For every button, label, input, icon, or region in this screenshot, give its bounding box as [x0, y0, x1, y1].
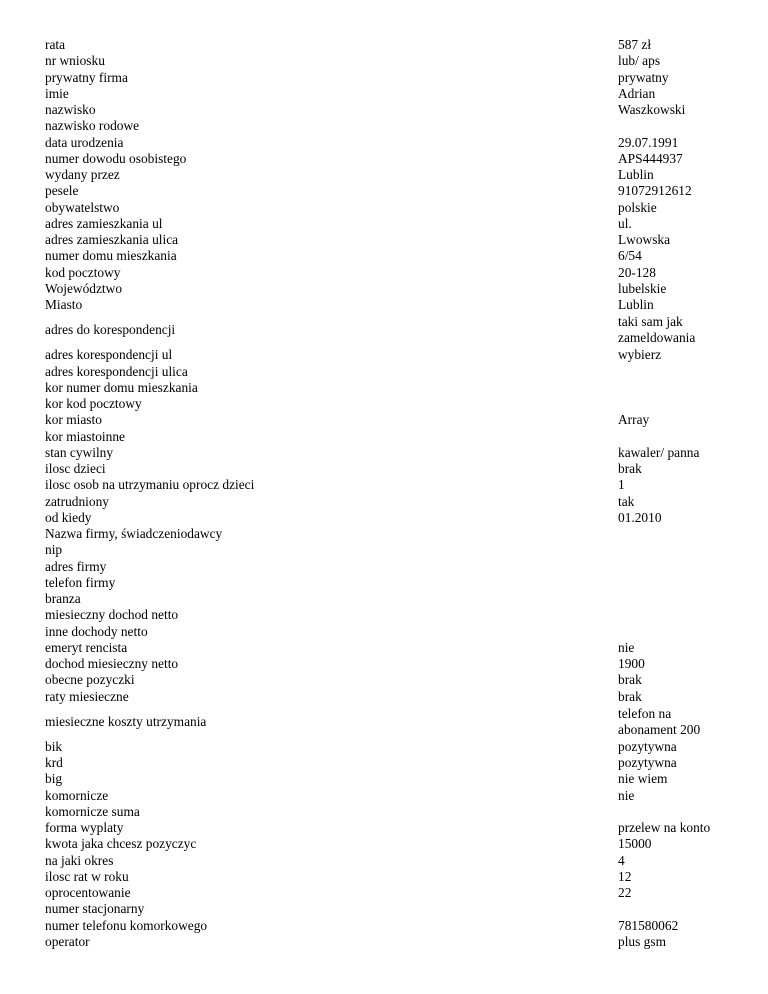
form-row: [45, 885, 725, 901]
form-row: [45, 53, 725, 69]
form-row: [45, 836, 725, 852]
field-value: brak: [618, 461, 642, 476]
form-row: [45, 151, 725, 167]
field-value: lub/ aps: [618, 53, 661, 69]
field-label: data urodzenia: [45, 134, 124, 150]
field-label: nazwisko: [45, 102, 96, 117]
field-value: nie wiem: [618, 771, 668, 787]
field-label: adres korespondencji ul: [45, 347, 173, 363]
field-label: zatrudniony: [45, 493, 109, 509]
field-value: Array: [618, 412, 650, 428]
form-row: [45, 461, 725, 477]
form-row: [45, 232, 725, 248]
form-row: [45, 297, 725, 313]
field-value: polskie: [618, 199, 657, 215]
form-row: [45, 853, 725, 869]
form-row: [45, 739, 725, 755]
field-label: od kiedy: [45, 509, 92, 525]
field-label: kor numer domu mieszkania: [45, 379, 198, 395]
form-row: [45, 542, 725, 558]
field-value: 12: [618, 868, 632, 884]
field-value: 781580062: [618, 917, 679, 933]
application-form-table: [45, 37, 725, 950]
form-row: [45, 901, 725, 917]
field-label: adres zamieszkania ulica: [45, 232, 179, 247]
field-label: bik: [45, 738, 63, 754]
field-value: Lublin: [618, 297, 654, 312]
form-row: [45, 607, 725, 623]
field-label: adres korespondencji ulica: [45, 363, 188, 379]
form-row: [45, 265, 725, 281]
field-label: miesieczne koszty utrzymania: [45, 713, 207, 729]
form-row: [45, 281, 725, 297]
form-row: [45, 364, 725, 380]
field-label: rata: [45, 37, 66, 52]
field-value: 20-128: [618, 264, 656, 280]
form-row: [45, 918, 725, 934]
field-label: stan cywilny: [45, 444, 114, 460]
form-row: [45, 771, 725, 787]
field-label: numer telefonu komorkowego: [45, 917, 208, 933]
form-row: [45, 656, 725, 672]
form-row: [45, 102, 725, 118]
field-label: adres zamieszkania ul: [45, 215, 163, 231]
field-value: telefon na abonament 200: [618, 705, 701, 737]
field-label: dochod miesieczny netto: [45, 656, 179, 671]
field-value: lubelskie: [618, 280, 667, 296]
field-label: operator: [45, 933, 90, 949]
field-value: 587 zł: [618, 37, 652, 52]
field-label: forma wyplaty: [45, 820, 124, 835]
field-value: brak: [618, 672, 642, 688]
form-row: [45, 412, 725, 428]
field-label: Nazwa firmy, świadczeniodawcy: [45, 526, 223, 541]
form-row: [45, 167, 725, 183]
form-row: [45, 216, 725, 232]
field-label: adres firmy: [45, 558, 107, 574]
form-row: [45, 86, 725, 102]
form-row: [45, 820, 725, 836]
form-row: [45, 70, 725, 86]
form-row: [45, 183, 725, 199]
field-value: 01.2010: [618, 509, 662, 525]
field-label: ilosc rat w roku: [45, 868, 129, 884]
field-value: pozytywna: [618, 755, 677, 770]
field-value: taki sam jak zameldowania: [618, 314, 696, 346]
field-value: prywatny: [618, 69, 669, 85]
field-label: nip: [45, 542, 63, 558]
field-value: 4: [618, 852, 625, 868]
form-row: [45, 640, 725, 656]
field-label: pesele: [45, 183, 79, 199]
field-label: miesieczny dochod netto: [45, 607, 179, 623]
field-label: ilosc osob na utrzymaniu oprocz dzieci: [45, 477, 255, 493]
form-row: [45, 248, 725, 264]
field-value: 91072912612: [618, 183, 692, 199]
form-row: [45, 869, 725, 885]
form-row: [45, 118, 725, 134]
form-row: [45, 510, 725, 526]
field-value: nie: [618, 787, 635, 803]
form-row: [45, 37, 725, 53]
form-row: [45, 804, 725, 820]
field-label: Województwo: [45, 280, 123, 296]
field-label: big: [45, 771, 63, 787]
field-value: wybierz: [618, 347, 662, 363]
field-label: kor miastoinne: [45, 428, 125, 444]
field-label: komornicze: [45, 787, 109, 803]
field-label: nr wniosku: [45, 53, 105, 69]
field-label: krd: [45, 755, 63, 770]
field-value: 1: [618, 477, 625, 493]
field-value: Adrian: [618, 85, 656, 101]
field-label: numer stacjonarny: [45, 901, 145, 917]
form-row: [45, 934, 725, 950]
field-value: 29.07.1991: [618, 134, 679, 150]
field-label: kor miasto: [45, 412, 102, 428]
form-row: [45, 200, 725, 216]
field-label: obywatelstwo: [45, 199, 120, 215]
field-value: APS444937: [618, 150, 683, 166]
field-label: kor kod pocztowy: [45, 396, 142, 411]
form-row: [45, 591, 725, 607]
field-label: numer domu mieszkania: [45, 248, 177, 264]
field-value: kawaler/ panna: [618, 444, 700, 460]
form-row: [45, 672, 725, 688]
form-row: [45, 445, 725, 461]
field-value: 1900: [618, 656, 645, 671]
field-label: wydany przez: [45, 167, 120, 182]
form-row: [45, 755, 725, 771]
field-label: branza: [45, 591, 81, 606]
form-row: [45, 477, 725, 493]
field-label: raty miesieczne: [45, 688, 129, 704]
form-row: [45, 429, 725, 445]
field-label: ilosc dzieci: [45, 461, 106, 476]
field-value: 22: [618, 885, 632, 900]
form-row: [45, 494, 725, 510]
field-value: Lwowska: [618, 232, 671, 247]
form-row: [45, 624, 725, 640]
field-value: tak: [618, 493, 635, 509]
field-label: numer dowodu osobistego: [45, 150, 187, 166]
form-row: [45, 396, 725, 412]
field-label: obecne pozyczki: [45, 672, 135, 688]
form-row: [45, 380, 725, 396]
field-label: kwota jaka chcesz pozyczyc: [45, 836, 197, 852]
form-row: [45, 559, 725, 575]
field-value: ul.: [618, 215, 632, 231]
field-label: emeryt rencista: [45, 639, 128, 655]
form-row: [45, 347, 725, 363]
field-label: Miasto: [45, 297, 83, 312]
form-row: [45, 526, 725, 542]
field-value: Waszkowski: [618, 102, 686, 117]
field-label: prywatny firma: [45, 69, 128, 85]
field-value: Lublin: [618, 167, 654, 182]
form-row: [45, 705, 725, 739]
form-row: [45, 135, 725, 151]
form-row: [45, 575, 725, 591]
field-value: brak: [618, 688, 642, 704]
field-label: na jaki okres: [45, 852, 114, 868]
field-label: komornicze suma: [45, 803, 140, 819]
field-value: nie: [618, 639, 635, 655]
field-label: inne dochody netto: [45, 623, 148, 639]
field-value: przelew na konto: [618, 820, 711, 835]
form-row: [45, 689, 725, 705]
field-label: telefon firmy: [45, 574, 116, 590]
field-label: adres do korespondencji: [45, 322, 176, 338]
form-row: [45, 313, 725, 347]
field-value: plus gsm: [618, 933, 666, 949]
field-value: 15000: [618, 836, 652, 852]
field-value: pozytywna: [618, 738, 677, 754]
field-label: nazwisko rodowe: [45, 118, 140, 134]
field-label: kod pocztowy: [45, 264, 121, 280]
field-label: oprocentowanie: [45, 885, 131, 900]
field-value: 6/54: [618, 248, 642, 264]
field-label: imie: [45, 85, 69, 101]
form-row: [45, 788, 725, 804]
